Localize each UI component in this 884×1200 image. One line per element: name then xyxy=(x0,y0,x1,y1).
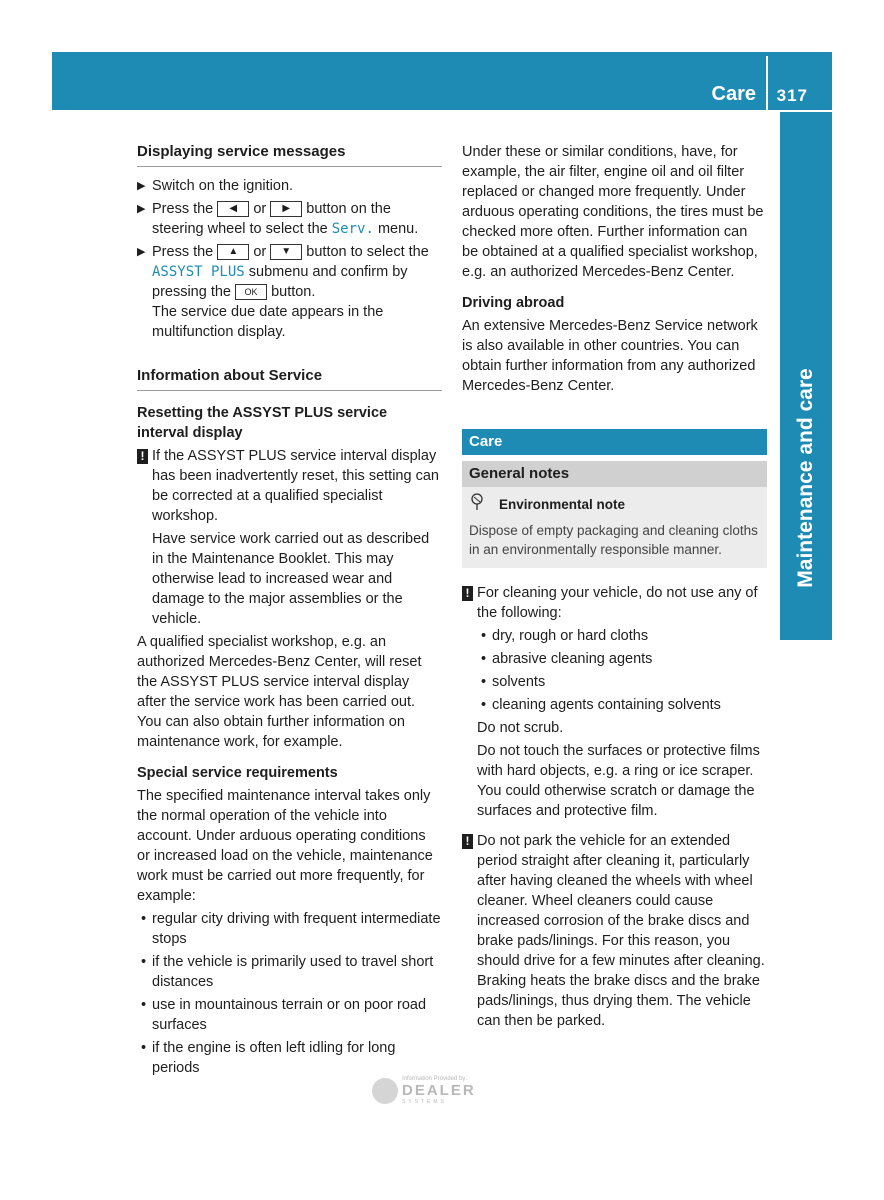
step-arrow-icon: ▶ xyxy=(137,203,146,215)
warning-parking: ! Do not park the vehicle for an extended period straight after cleaning it, particularly after having cleaned the wheels with wheel cleaner. Wheel cleaners could cause increased corrosion of the brake discs and brake pads/linings. For this reason, you should drive for a few minutes after cleaning. Braking heats the brake discs and the brake pads/linings, thus drying them. The vehicle can then be parked. xyxy=(462,831,767,1031)
header-divider xyxy=(766,56,768,110)
ok-key-icon: OK xyxy=(235,284,267,300)
submenu-name: ASSYST PLUS xyxy=(152,264,245,280)
step-arrow-icon: ▶ xyxy=(137,180,146,192)
cleaning-avoid-list xyxy=(477,626,767,715)
warning-icon: ! xyxy=(462,586,473,601)
step-arrow-icon: ▶ xyxy=(137,246,146,258)
environmental-note-text: Dispose of empty packaging and cleaning cloths in an environmentally responsible manner. xyxy=(469,522,758,557)
section-title: Care xyxy=(711,83,756,105)
page-header xyxy=(52,52,832,110)
special-conditions-list xyxy=(137,909,442,1078)
paragraph-workshop: A qualified specialist workshop, e.g. an authorized Mercedes-Benz Center, will reset the ASSYST PLUS service interval display after the service work has been carried out. You can also obtain further information on maintenance work, for example. xyxy=(137,634,422,750)
heading-special-service: Special service requirements xyxy=(137,765,338,781)
right-column xyxy=(462,142,767,1031)
paragraph-conditions: Under these or similar conditions, have, for example, the air filter, engine oil and oil filter replaced or changed more frequently. Under arduous operating conditions, the tires must be checked more often. Further information can be obtained at a qualified specialist workshop, e.g. an authorized Mercedes-Benz Center. xyxy=(462,144,764,280)
step-3: ▶ Press the ▲ or ▼ button to select the ASSYST PLUS submenu and confirm by pressing the OK button. xyxy=(137,244,429,300)
section-bar-care: Care xyxy=(462,429,767,455)
warning-reset: ! If the ASSYST PLUS service interval display has been inadvertently reset, this setting can be corrected at a qualified specialist workshop. Have service work carried out as described in the Maintenance Booklet. This may otherwise lead to increased wear and damage to the major assemblies or the vehicle. xyxy=(137,446,442,629)
watermark-logo-icon xyxy=(372,1078,398,1104)
heading-displaying-service-messages: Displaying service messages xyxy=(137,142,442,167)
step-3-result: The service due date appears in the multifunction display. xyxy=(152,304,384,340)
chapter-tab-label: Maintenance and care xyxy=(794,368,817,588)
paragraph-abroad: An extensive Mercedes-Benz Service network is also available in other countries. You can obtain further information from any authorized Mercedes-Benz Center. xyxy=(462,318,758,394)
list-item: • dry, rough or hard cloths xyxy=(477,626,767,646)
leaf-icon xyxy=(469,493,485,517)
left-column xyxy=(137,142,442,1078)
list-item: • solvents xyxy=(477,672,767,692)
menu-name: Serv. xyxy=(331,221,374,237)
list-item: • abrasive cleaning agents xyxy=(477,649,767,669)
warning-cleaning: ! For cleaning your vehicle, do not use any of the following: • dry, rough or hard cloths • abrasive cleaning agents • solvents • cleaning agents containing solvents Do not scrub. Do not touch the surfaces or protective films with hard objects, e.g. a ring or ice scraper. You could otherwise scratch or damage the surfaces and protective film. xyxy=(462,583,767,821)
warning-icon: ! xyxy=(137,449,148,464)
paragraph-special: The specified maintenance interval takes only the normal operation of the vehicle into account. Under arduous operating conditions or increased load on the vehicle, maintenance work must be carried out more frequently, for example: xyxy=(137,788,433,904)
left-arrow-key-icon: ◀ xyxy=(217,201,249,217)
list-item: • if the engine is often left idling for long periods xyxy=(137,1038,442,1078)
heading-resetting-assyst: Resetting the ASSYST PLUS service interval display xyxy=(137,405,388,441)
down-arrow-key-icon: ▼ xyxy=(270,244,302,260)
list-item: • if the vehicle is primarily used to travel short distances xyxy=(137,952,442,992)
heading-information-about-service: Information about Service xyxy=(137,366,442,391)
step-1: ▶ Switch on the ignition. xyxy=(137,178,294,194)
environmental-note xyxy=(462,487,767,568)
list-item: • regular city driving with frequent intermediate stops xyxy=(137,909,442,949)
list-item: • use in mountainous terrain or on poor road surfaces xyxy=(137,995,442,1035)
step-2: ▶ Press the ◀ or ▶ button on the steering wheel to select the Serv. menu. xyxy=(137,201,419,237)
right-arrow-key-icon: ▶ xyxy=(270,201,302,217)
up-arrow-key-icon: ▲ xyxy=(217,244,249,260)
list-item: • cleaning agents containing solvents xyxy=(477,695,767,715)
page-number: 317 xyxy=(776,86,808,105)
warning-icon: ! xyxy=(462,834,473,849)
dealer-watermark: Information Provided by: DEALER SYSTEMS xyxy=(372,1076,476,1105)
section-bar-general-notes: General notes xyxy=(462,461,767,487)
environmental-note-title: Environmental note xyxy=(469,493,760,517)
heading-driving-abroad: Driving abroad xyxy=(462,295,565,311)
